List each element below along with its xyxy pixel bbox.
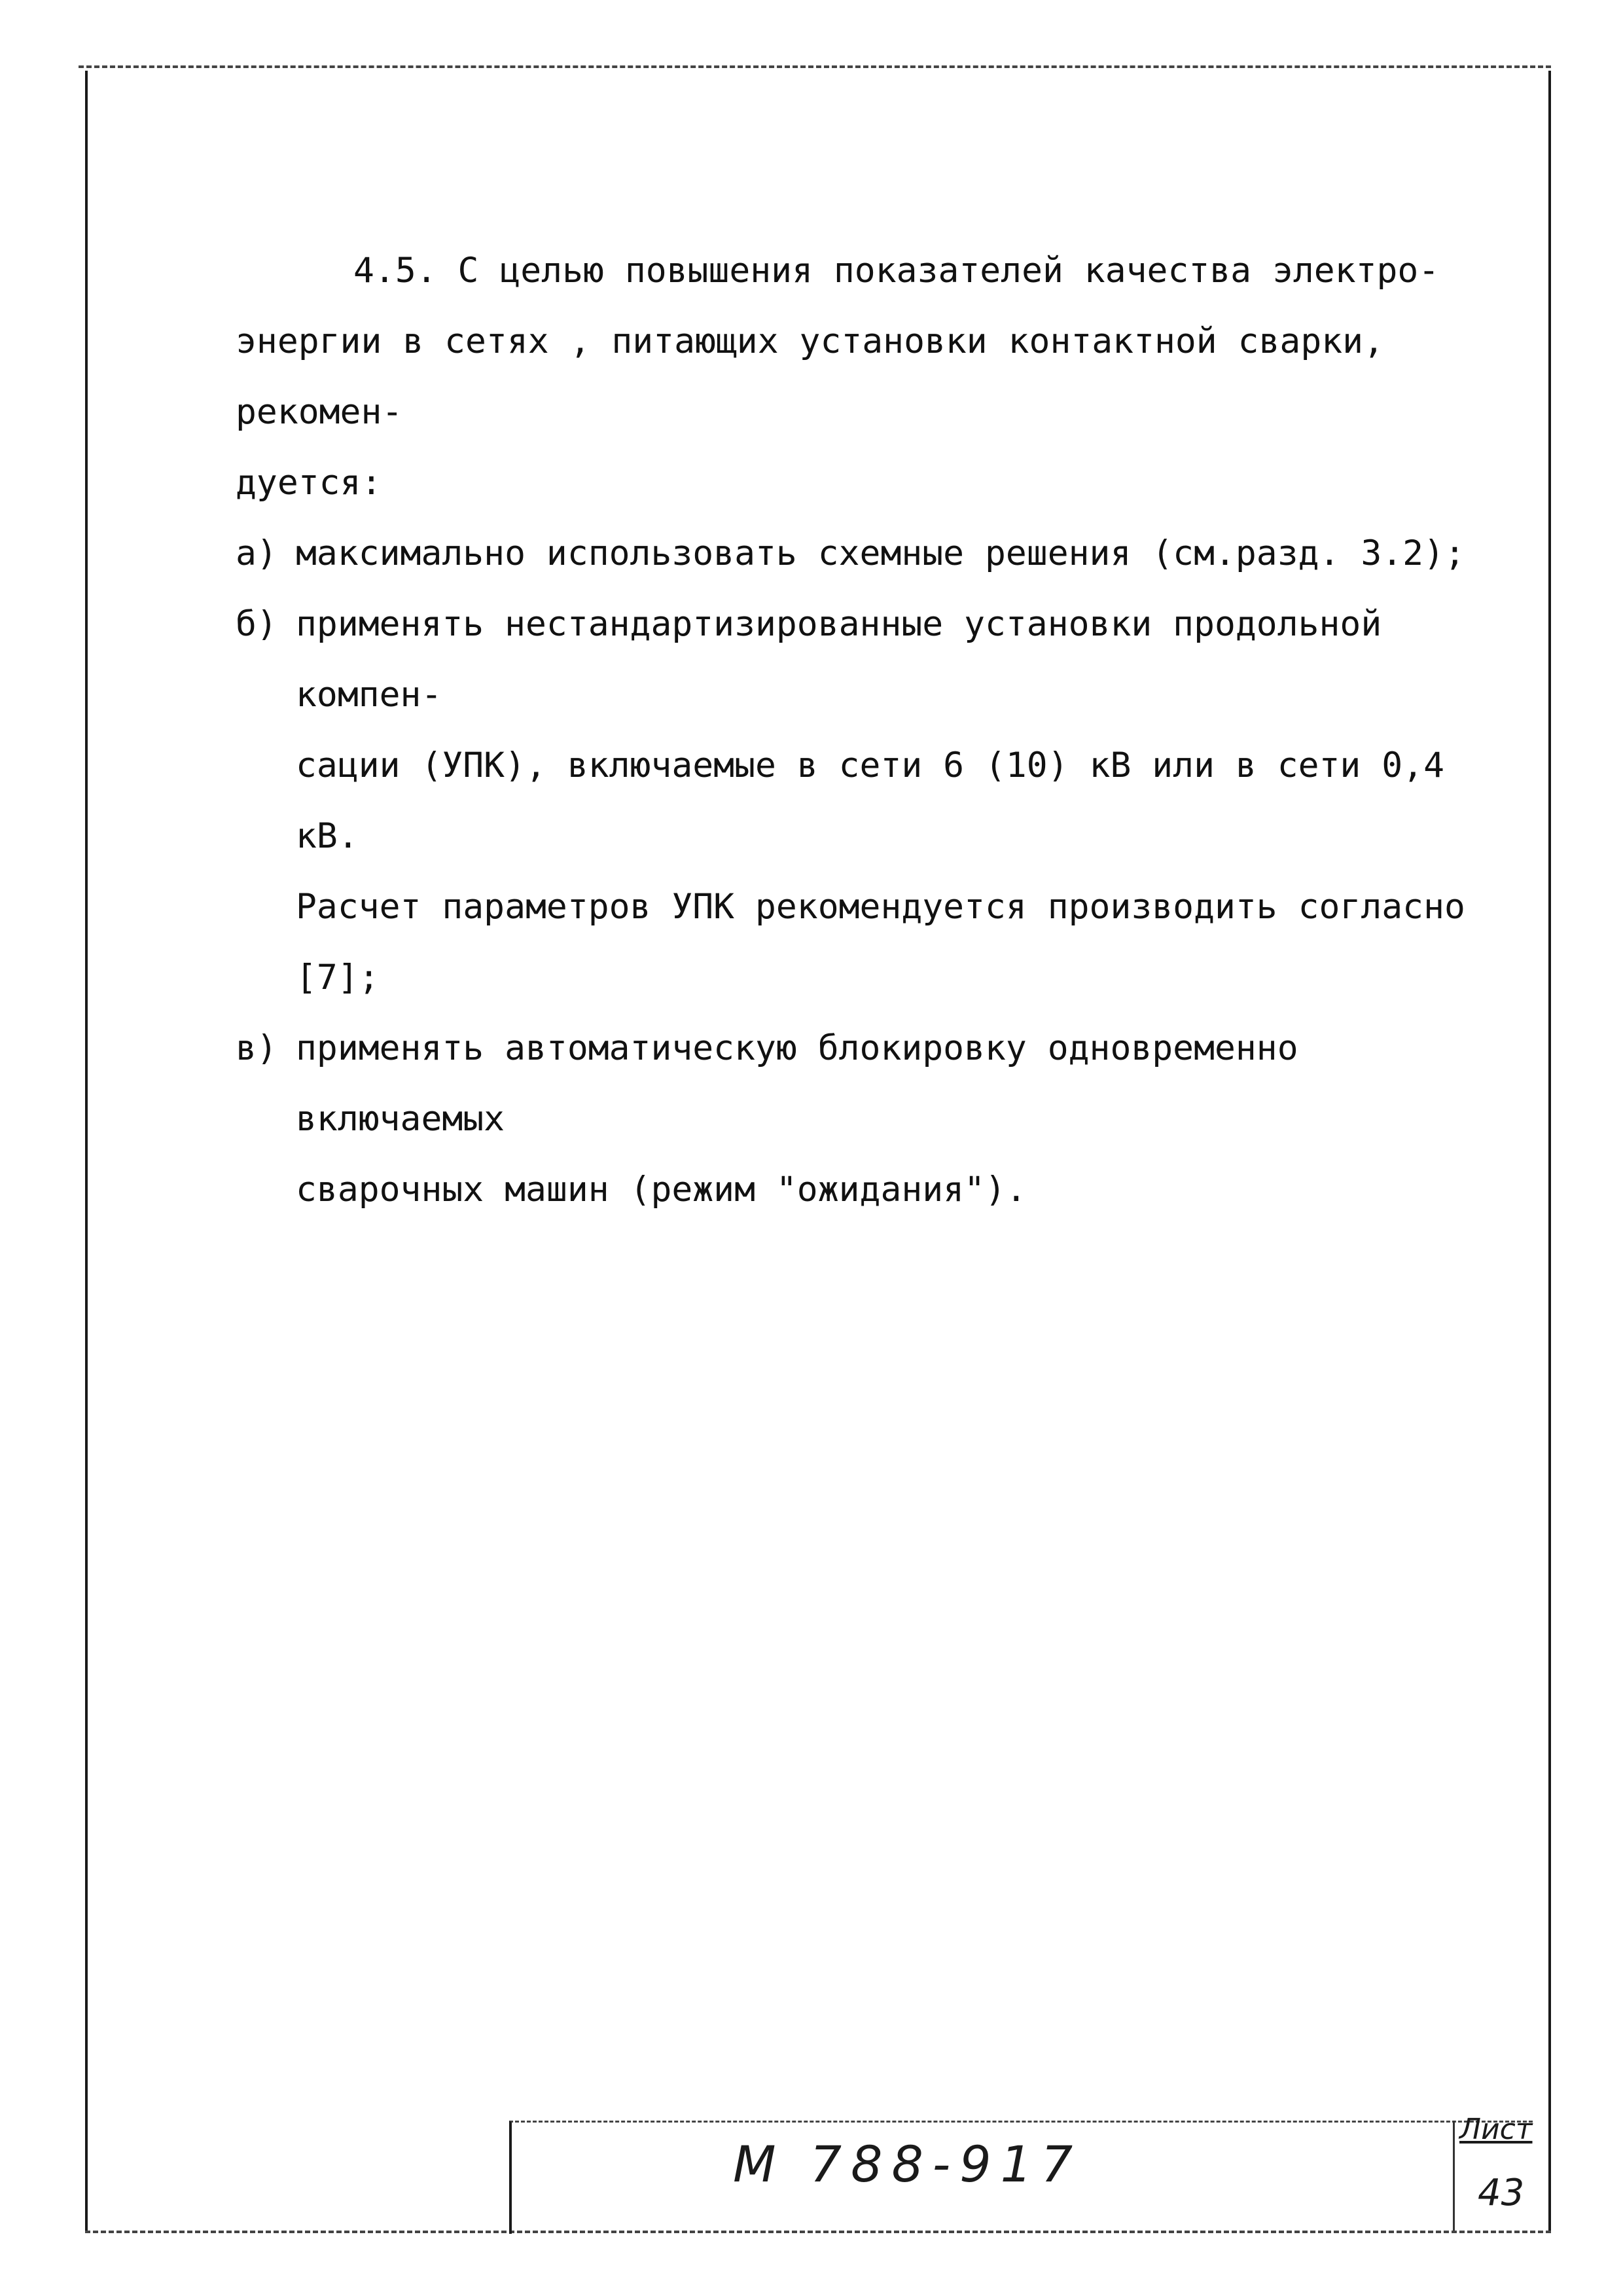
list-marker-a: а)	[236, 533, 277, 573]
section-heading-line-1: 4.5. С целью повышения показателей качества электро-	[353, 251, 1440, 291]
section-heading-line-3: дуется:	[236, 463, 382, 503]
list-item-a	[236, 518, 1479, 589]
sheet-number: 43	[1478, 2172, 1525, 2214]
document-body	[236, 236, 1479, 1225]
list-marker-b: б)	[236, 604, 277, 644]
document-code: М 788-917	[733, 2135, 1082, 2193]
list-item-c-line-1: применять автоматическую блокировку одновременно включаемых	[296, 1028, 1298, 1139]
list-item-b	[236, 589, 1479, 1013]
list-item-b-line-2: сации (УПК), включаемые в сети 6 (10) кВ или в сети 0,4 кВ.	[296, 745, 1444, 856]
list-item-b-line-1: применять нестандартизированные установки продольной компен-	[296, 604, 1382, 715]
list-item-c	[236, 1013, 1479, 1225]
list-item-a-line-1: максимально использовать схемные решения (см.разд. 3.2);	[296, 533, 1465, 573]
title-block-divider	[1453, 2121, 1455, 2231]
section-heading-line-2: энергии в сетях , питающих установки контактной сварки, рекомен-	[236, 321, 1384, 432]
list-item-c-line-2: сварочных машин (режим "ожидания").	[296, 1170, 1027, 1210]
top-border-line	[79, 65, 1551, 68]
list-item-b-line-3: Расчет параметров УПК рекомендуется производить согласно [7];	[296, 887, 1465, 997]
sheet-label: Лист	[1459, 2113, 1533, 2146]
list-marker-c: в)	[236, 1028, 277, 1068]
